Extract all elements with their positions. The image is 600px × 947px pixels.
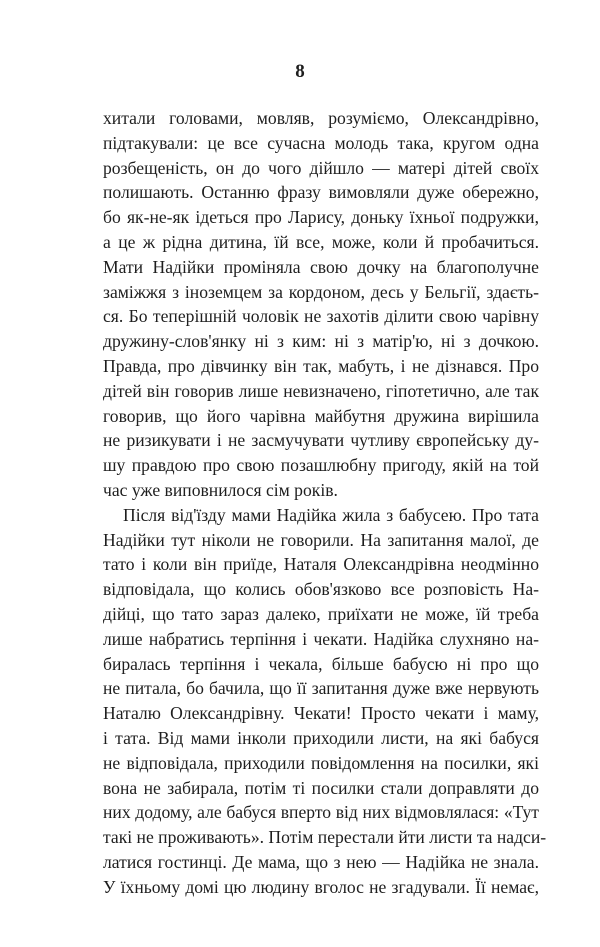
text-line: і тата. Від мами інколи приходили листи, на які бабуся xyxy=(103,727,539,748)
text-line: такі не проживають». Потім перестали йти листи та надси- xyxy=(103,827,547,848)
text-line: Мати Надійки проміняла свою дочку на благополучне xyxy=(103,256,539,277)
text-line: розбещеність, он до чого дійшло — матері дітей своїх xyxy=(103,157,539,178)
text-line: биралась терпіння і чекала, більше бабусю ні про що xyxy=(103,653,539,674)
text-line: бо як-не-як ідеться про Ларису, доньку їхньої подружки, xyxy=(103,207,539,228)
text-line: У їхньому домі цю людину вголос не згадували. Її немає, xyxy=(103,876,539,897)
text-line: дружину-слов'янку ні з ким: ні з матір'ю, ні з дочкою. xyxy=(103,331,539,352)
text-line: не ризикувати і не засмучувати чутливу європейську ду- xyxy=(103,430,539,451)
text-line: Правда, про дівчинку він так, мабуть, і не дізнався. Про xyxy=(103,355,539,376)
text-line: дійці, що тато зараз далеко, приїхати не може, їй треба xyxy=(103,603,539,624)
text-line: ся. Бо теперішній чоловік не захотів ділити свою чарівну xyxy=(103,306,539,327)
text-line: шу правдою про свою позашлюбну пригоду, якій на той xyxy=(103,455,539,476)
body-text xyxy=(103,106,547,900)
text-line: заміжжя з іноземцем за кордоном, десь у Бельгії, здаєть- xyxy=(103,281,539,302)
text-line: час уже виповнилося сім років. xyxy=(103,479,338,500)
text-line: підтакували: це все сучасна молодь така, кругом одна xyxy=(103,132,539,153)
text-line: лише набратись терпіння і чекати. Надійка слухняно на- xyxy=(103,628,539,649)
text-line: Надійки тут ніколи не говорили. На запитання малої, де xyxy=(103,529,539,550)
text-line: дітей він говорив лише невизначено, гіпотетично, але так xyxy=(103,380,539,401)
text-line: не питала, бо бачила, що її запитання дуже вже нервують xyxy=(103,678,539,699)
text-line: вона не забирала, потім ті посилки стали доправляти до xyxy=(103,777,539,798)
text-line: а це ж рідна дитина, їй все, може, коли й пробачиться. xyxy=(103,231,539,252)
text-line: відповідала, що колись обов'язково все розповість На- xyxy=(103,579,539,600)
text-line: Після від'їзду мами Надійка жила з бабусею. Про тата xyxy=(123,504,539,525)
page-number: 8 xyxy=(295,61,305,82)
text-line: полишають. Останню фразу вимовляли дуже обережно, xyxy=(103,182,539,203)
text-line: тато і коли він приїде, Наталя Олександрівна неодмінно xyxy=(103,554,539,575)
text-line: не відповідала, приходили повідомлення на посилки, які xyxy=(103,752,539,773)
text-line: говорив, що його чарівна майбутня дружина вирішила xyxy=(103,405,539,426)
text-line: хитали головами, мовляв, розуміємо, Олександрівно, xyxy=(103,108,539,128)
text-line: латися гостинці. Де мама, що з нею — Надійка не знала. xyxy=(103,851,539,872)
text-line: Наталю Олександрівну. Чекати! Просто чекати і маму, xyxy=(103,703,539,724)
text-line: них додому, але бабуся вперто від них відмовлялася: «Тут xyxy=(103,802,539,823)
